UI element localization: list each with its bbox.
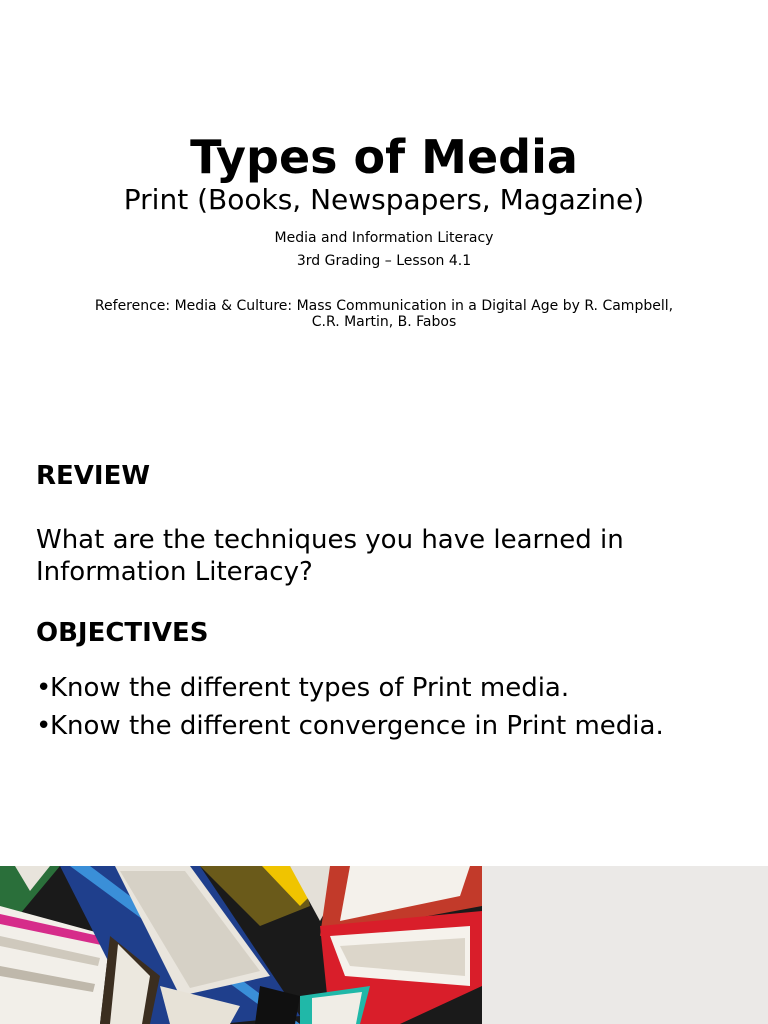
review-question: What are the techniques you have learned in Information Literacy? (36, 525, 624, 587)
course-name: Media and Information Literacy (274, 230, 494, 246)
bullet-icon: • (36, 711, 52, 741)
objectives-list (36, 672, 664, 748)
review-heading: REVIEW (36, 461, 151, 491)
list-item (36, 710, 664, 742)
objective-text: Know the different convergence in Print media. (50, 711, 664, 741)
title-slide (0, 0, 768, 430)
objectives-heading: OBJECTIVES (36, 618, 209, 648)
list-item (36, 672, 664, 704)
slide-subtitle: Print (Books, Newspapers, Magazine) (123, 183, 645, 216)
lesson-label: 3rd Grading – Lesson 4.1 (296, 253, 472, 269)
bullet-icon: • (36, 673, 52, 703)
books-photo (0, 866, 768, 1024)
open-books-image (0, 866, 482, 1024)
slide-title: Types of Media (190, 130, 578, 184)
objective-text: Know the different types of Print media. (50, 673, 570, 703)
review-slide (0, 440, 768, 860)
reference-text: Reference: Media & Culture: Mass Communication in a Digital Age by R. Campbell, C.R. Martin, B. Fabos (94, 298, 674, 330)
